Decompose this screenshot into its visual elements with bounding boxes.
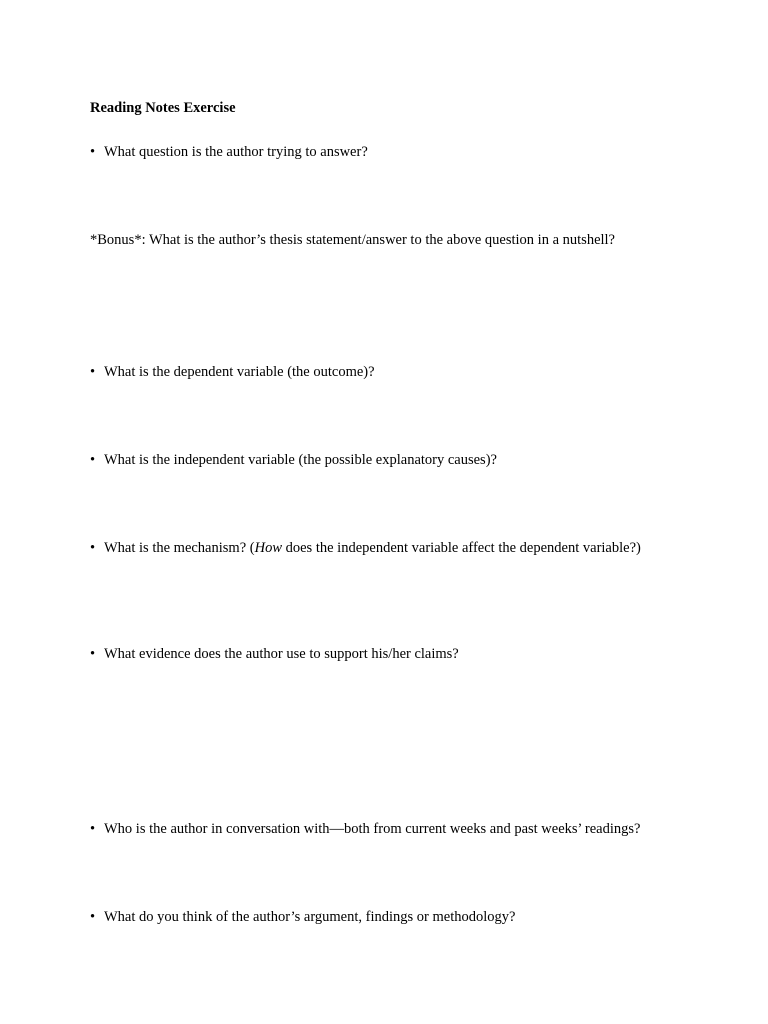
question-item bbox=[90, 908, 515, 926]
bullet-icon: • bbox=[90, 144, 96, 160]
question-text-emphasis: How bbox=[254, 540, 282, 556]
question-text: What evidence does the author use to support his/her claims? bbox=[104, 646, 459, 662]
question-text bbox=[104, 539, 641, 557]
question-text: Who is the author in conversation with—both from current weeks and past weeks’ readings? bbox=[104, 821, 641, 837]
bullet-icon: • bbox=[90, 821, 96, 837]
question-item bbox=[90, 539, 641, 557]
bonus-question: *Bonus*: What is the author’s thesis statement/answer to the above question in a nutshell? bbox=[90, 232, 615, 248]
question-item bbox=[90, 645, 459, 663]
bullet-icon: • bbox=[90, 909, 96, 925]
bullet-icon: • bbox=[90, 452, 96, 468]
question-text: What is the independent variable (the possible explanatory causes)? bbox=[104, 452, 497, 468]
document-title: Reading Notes Exercise bbox=[90, 100, 236, 116]
question-item bbox=[90, 363, 375, 381]
question-text: What question is the author trying to answer? bbox=[104, 144, 368, 160]
bullet-icon: • bbox=[90, 364, 96, 380]
question-item bbox=[90, 143, 368, 161]
question-item bbox=[90, 451, 497, 469]
question-text: What do you think of the author’s argument, findings or methodology? bbox=[104, 909, 516, 925]
bullet-icon: • bbox=[90, 540, 96, 556]
bullet-icon: • bbox=[90, 646, 96, 662]
question-text: What is the dependent variable (the outcome)? bbox=[104, 364, 375, 380]
question-text-before: What is the mechanism? ( bbox=[104, 540, 255, 556]
question-text-after: does the independent variable affect the dependent variable?) bbox=[282, 540, 641, 556]
question-item bbox=[90, 820, 640, 838]
